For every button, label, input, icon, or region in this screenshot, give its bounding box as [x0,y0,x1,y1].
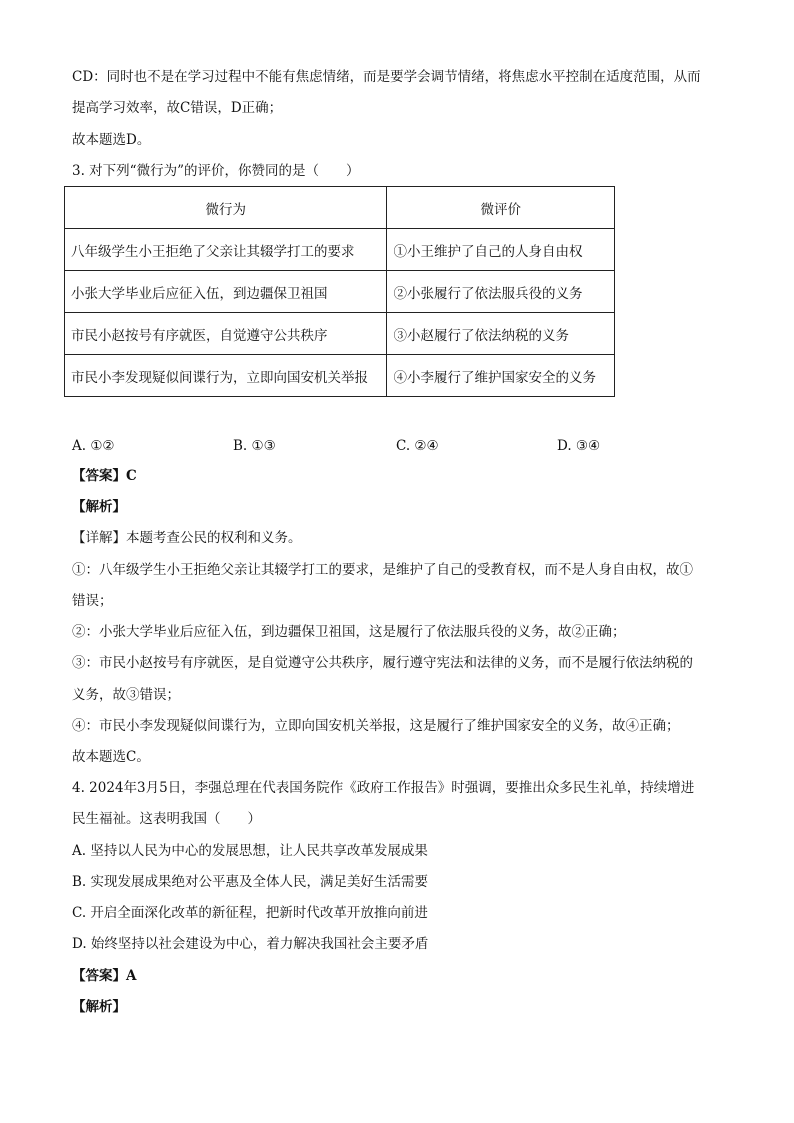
table-row [65,271,615,313]
table-cell: ①小王维护了自己的人身自由权 [387,229,615,271]
option-b: B. ①③ [233,438,276,454]
option-a: A. ①② [72,438,115,454]
detail-line: ③：市民小赵按号有序就医，是自觉遵守公共秩序，履行遵守宪法和法律的义务，而不是履行依法纳税的 [72,655,693,671]
table-cell: ②小张履行了依法服兵役的义务 [387,271,615,313]
option-a: A. 坚持以人民为中心的发展思想，让人民共享改革发展成果 [72,843,428,859]
text-line: 故本题选D。 [72,132,151,148]
option-b: B. 实现发展成果绝对公平惠及全体人民，满足美好生活需要 [72,874,429,890]
question-3-stem: 3. 对下列“微行为”的评价，你赞同的是（ ） [72,163,360,179]
table-row [65,355,615,397]
table-cell: 市民小李发现疑似间谍行为，立即向国安机关举报 [65,355,387,397]
detail-line: 义务，故③错误； [72,687,180,703]
analysis-label: 【解析】 [72,999,126,1015]
answer-q4: 【答案】A [72,968,137,984]
detail-line: 错误； [72,593,113,609]
option-c: C. ②④ [396,438,439,454]
answer-q3: 【答案】C [72,468,137,484]
question-4-stem: 4. 2024年3月5日，李强总理在代表国务院作《政府工作报告》时强调，要推出众多民生礼单，持续增进 [72,780,695,796]
detail-line: ④：市民小李发现疑似间谍行为，立即向国安机关举报，这是履行了维护国家安全的义务，故④正确； [72,718,680,734]
option-c: C. 开启全面深化改革的新征程，把新时代改革开放推向前进 [72,905,428,921]
table-header: 微行为 [65,187,387,229]
table-cell: 市民小赵按号有序就医，自觉遵守公共秩序 [65,313,387,355]
detail-line: 【详解】本题考查公民的权利和义务。 [72,530,302,546]
table-cell: ③小赵履行了依法纳税的义务 [387,313,615,355]
detail-line: 故本题选C。 [72,749,150,765]
table-cell: 小张大学毕业后应征入伍，到边疆保卫祖国 [65,271,387,313]
question-4-stem: 民生福祉。这表明我国（ ） [72,811,261,827]
table-cell: ④小李履行了维护国家安全的义务 [387,355,615,397]
option-d: D. 始终坚持以社会建设为中心，着力解决我国社会主要矛盾 [72,936,429,952]
option-d: D. ③④ [557,438,601,454]
table-cell: 八年级学生小王拒绝了父亲让其辍学打工的要求 [65,229,387,271]
analysis-label: 【解析】 [72,499,126,515]
table-row [65,313,615,355]
text-line: 提高学习效率，故C错误，D正确； [72,100,283,116]
text-line: CD：同时也不是在学习过程中不能有焦虑情绪，而是要学会调节情绪，将焦虑水平控制在适度范围，从而 [72,69,701,85]
table-row [65,229,615,271]
detail-line: ①：八年级学生小王拒绝父亲让其辍学打工的要求，是维护了自己的受教育权，而不是人身自由权，故① [72,562,693,578]
detail-line: ②：小张大学毕业后应征入伍，到边疆保卫祖国，这是履行了依法服兵役的义务，故②正确； [72,624,626,640]
table-header: 微评价 [387,187,615,229]
question-3-table [64,186,615,397]
table-header-row [65,187,615,229]
